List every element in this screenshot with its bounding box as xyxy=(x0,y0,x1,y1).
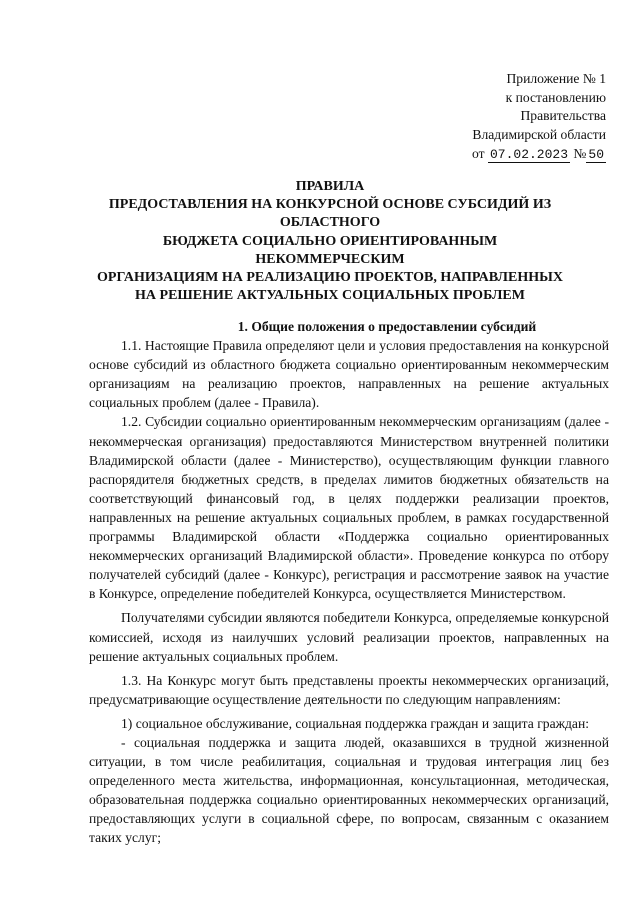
section-heading: 1. Общие положения о предоставлении субсидий xyxy=(237,319,537,334)
appendix-line-2: к постановлению xyxy=(505,89,606,105)
paragraph-direction-1-item: - социальная поддержка и защита людей, оказавшихся в трудной жизненной ситуации, в том числе реабилитация, социальная и трудовая интеграция лиц без определенного места жительства, информационная, консультационная, методическая, образовательная поддержка социально ориентированных некоммерческих организаций, предоставляющих услуги в социальной сфере, по вопросам, связанным с оказанием таких услуг; xyxy=(89,734,609,846)
appendix-date-line xyxy=(472,145,606,165)
resolution-number: 50 xyxy=(588,147,604,162)
appendix-line-3: Правительства xyxy=(520,108,606,123)
document-body xyxy=(89,317,609,848)
appendix-line-1: Приложение № 1 xyxy=(506,71,606,86)
title-line-3: ОБЛАСТНОГО xyxy=(279,215,381,231)
number-prefix: № xyxy=(573,146,587,161)
appendix-block xyxy=(472,70,606,165)
resolution-date: 07.02.2023 xyxy=(489,147,568,162)
document-title xyxy=(80,178,580,305)
title-line-1: ПРАВИЛА xyxy=(295,179,365,194)
paragraph-1-2: 1.2. Субсидии социально ориентированным некоммерческим организациям (далее - некоммерческая организация) предоставляются Министерством внутренней политики Владимирской области (далее - Министерство), осуществляющим функции главного распорядителя бюджетных средств, в пределах лимитов бюджетных обязательств на соответствующий финансовый год, в целях поддержки реализации проектов, направленных на решение актуальных социальных проблем, в рамках государственной программы Владимирской области «Поддержка социально ориентированных некоммерческих организаций Владимирской области». Проведение конкурса по отбору получателей субсидий (далее - Конкурс), регистрация и рассмотрение заявок на участие в Конкурсе, определение победителей Конкурса, осуществляется Министерством. xyxy=(89,414,609,602)
paragraph-recipients: Получателями субсидии являются победители Конкурса, определяемые конкурсной комиссией, исходя из наилучших условий реализации проектов, направленных на решение актуальных социальных проблем. xyxy=(89,610,609,664)
title-line-6: ОРГАНИЗАЦИЯМ НА РЕАЛИЗАЦИЮ ПРОЕКТОВ, НАПРАВЛЕННЫХ xyxy=(97,270,563,286)
appendix-line-4: Владимирской области xyxy=(472,126,606,142)
title-line-2: ПРЕДОСТАВЛЕНИЯ НА КОНКУРСНОЙ ОСНОВЕ СУБСИДИЙ ИЗ xyxy=(108,197,552,213)
title-line-7: НА РЕШЕНИЕ АКТУАЛЬНЫХ СОЦИАЛЬНЫХ ПРОБЛЕМ xyxy=(135,288,525,304)
title-line-5: НЕКОММЕРЧЕСКИМ xyxy=(255,251,405,267)
paragraph-1-1: 1.1. Настоящие Правила определяют цели и условия предоставления на конкурсной основе субсидий из областного бюджета социально ориентированным некоммерческим организациям на реализацию проектов, направленных на решение актуальных социальных проблем (далее - Правила). xyxy=(89,338,609,411)
title-line-4: БЮДЖЕТА СОЦИАЛЬНО ОРИЕНТИРОВАННЫМ xyxy=(162,233,498,249)
paragraph-direction-1: 1) социальное обслуживание, социальная поддержка граждан и защита граждан: xyxy=(121,715,589,731)
date-prefix: от xyxy=(472,146,485,161)
paragraph-1-3: 1.3. На Конкурс могут быть представлены проекты некоммерческих организаций, предусматривающие осуществление деятельности по следующим направлениям: xyxy=(89,672,609,707)
